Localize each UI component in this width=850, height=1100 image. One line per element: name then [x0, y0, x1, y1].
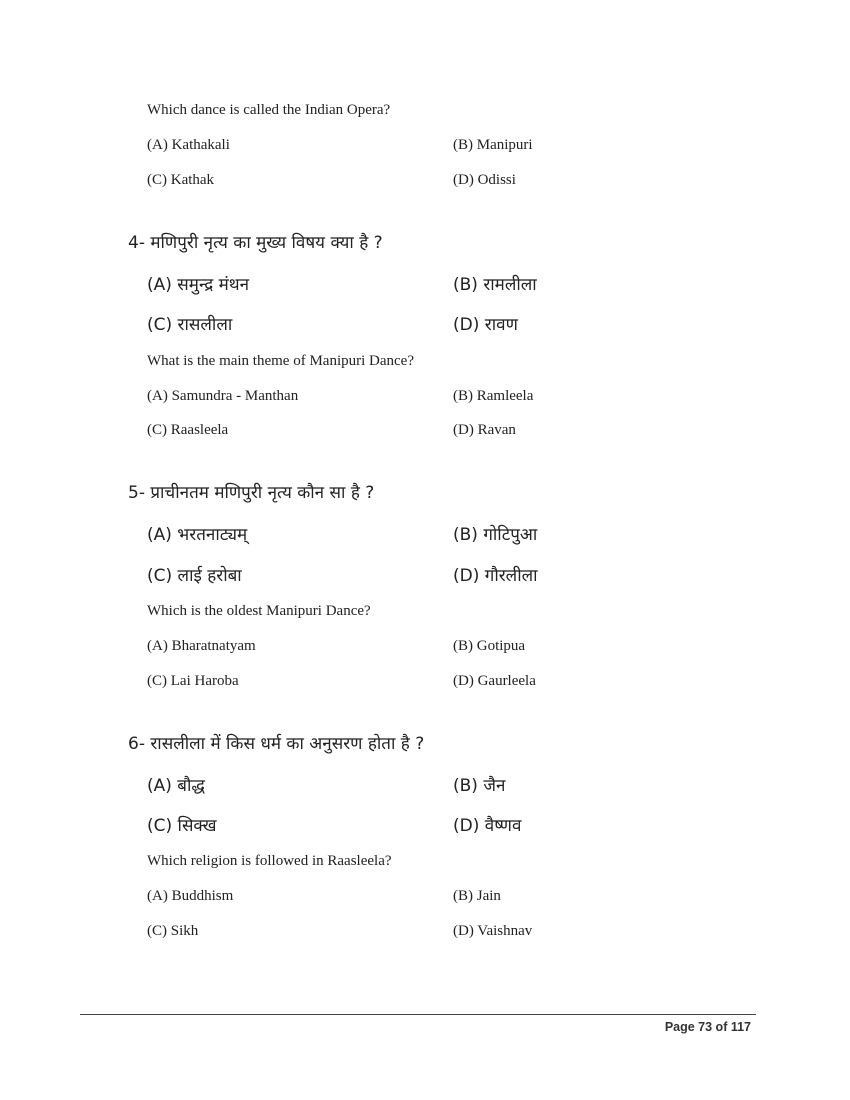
q4-hi-option-a: (A) समुन्द्र मंथन	[147, 275, 250, 295]
q5-en-option-d: (D) Gaurleela	[453, 673, 536, 689]
q5-hi-option-d: (D) गौरलीला	[453, 566, 538, 586]
page-number: Page 73 of 117	[664, 1020, 751, 1034]
q5-hi-option-a: (A) भरतनाट्यम्	[147, 525, 248, 545]
q4-hi-option-b: (B) रामलीला	[453, 275, 537, 295]
q3-en-option-b: (B) Manipuri	[453, 137, 533, 153]
q4-hi-option-d: (D) रावण	[453, 315, 518, 335]
q5-en-option-a: (A) Bharatnatyam	[147, 638, 256, 654]
q3-en-question: Which dance is called the Indian Opera?	[147, 102, 391, 118]
q6-hi-option-a: (A) बौद्ध	[147, 776, 205, 796]
q6-en-question: Which religion is followed in Raasleela?	[147, 853, 392, 869]
q6-hi-question: 6- रासलीला में किस धर्म का अनुसरण होता है ?	[128, 734, 425, 754]
q5-hi-option-c: (C) लाई हरोबा	[147, 566, 242, 586]
q4-en-option-c: (C) Raasleela	[147, 422, 229, 438]
q4-en-option-b: (B) Ramleela	[453, 388, 534, 404]
q4-hi-option-c: (C) रासलीला	[147, 315, 233, 335]
q6-en-option-a: (A) Buddhism	[147, 888, 234, 904]
footer-divider	[80, 1014, 756, 1015]
q3-en-option-d: (D) Odissi	[453, 172, 516, 188]
q5-en-option-c: (C) Lai Haroba	[147, 673, 239, 689]
q4-hi-question: 4- मणिपुरी नृत्य का मुख्य विषय क्या है ?	[128, 233, 383, 253]
q6-en-option-b: (B) Jain	[453, 888, 501, 904]
q6-hi-option-b: (B) जैन	[453, 776, 506, 796]
q5-hi-question: 5- प्राचीनतम मणिपुरी नृत्य कौन सा है ?	[128, 483, 375, 503]
q5-en-question: Which is the oldest Manipuri Dance?	[147, 603, 371, 619]
q6-en-option-c: (C) Sikh	[147, 923, 199, 939]
q6-hi-option-c: (C) सिक्ख	[147, 816, 217, 836]
q6-hi-option-d: (D) वैष्णव	[453, 816, 522, 836]
q3-en-option-a: (A) Kathakali	[147, 137, 230, 153]
q5-hi-option-b: (B) गोटिपुआ	[453, 525, 538, 545]
q5-en-option-b: (B) Gotipua	[453, 638, 526, 654]
q4-en-question: What is the main theme of Manipuri Dance?	[147, 353, 414, 369]
q3-en-option-c: (C) Kathak	[147, 172, 215, 188]
q6-en-option-d: (D) Vaishnav	[453, 923, 533, 939]
q4-en-option-d: (D) Ravan	[453, 422, 516, 438]
q4-en-option-a: (A) Samundra - Manthan	[147, 388, 299, 404]
